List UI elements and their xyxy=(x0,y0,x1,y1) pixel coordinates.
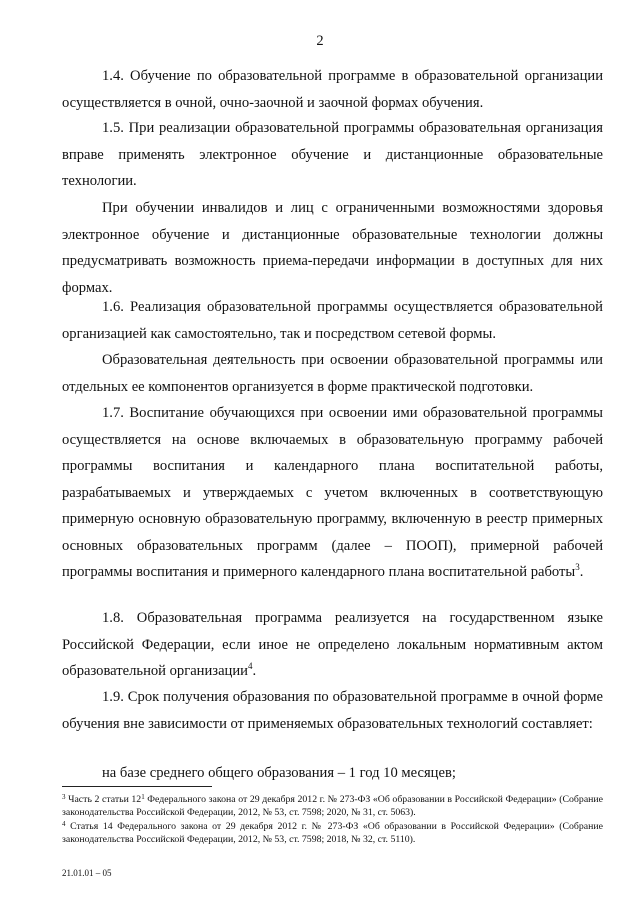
paragraph-1-6 xyxy=(62,294,603,347)
paragraph-tail: . xyxy=(252,663,257,679)
paragraph-text: Образовательная деятельность при освоении образовательной программы или отдельных ее компонентов организуется в форме практической подготовки. xyxy=(62,352,603,395)
paragraph-tail: . xyxy=(579,564,584,580)
footnote-mark: 4 xyxy=(62,820,66,828)
paragraph-text: 1.9. Срок получения образования по образовательной программе в очной форме обучения вне зависимости от применяемых образовательных технологий составляет: xyxy=(62,689,603,732)
footnote-text-cont: Федерального закона от 29 декабря 2012 г. № 273-ФЗ «Об образовании в Российской Федерации» (Собрание законодательства Российской Федерации, 2012, № 53, ст. 7598; 2020, № 31, ст. 5063). xyxy=(62,794,604,818)
footnote-text: Часть 2 статьи 12 xyxy=(68,794,142,805)
paragraph-text: 1.4. Обучение по образовательной программе в образовательной организации осуществляется в очной, очно-заочной и заочной формах обучения. xyxy=(62,68,603,111)
footnote-ref-3[interactable]: 3 xyxy=(575,562,580,572)
footnote-inner-sup: 1 xyxy=(141,793,145,801)
footnote-3 xyxy=(62,794,603,819)
document-code: 21.01.01 – 05 xyxy=(62,868,112,878)
page-number: 2 xyxy=(316,33,324,49)
paragraph-duration xyxy=(62,760,603,787)
paragraph-text: 1.7. Воспитание обучающихся при освоении ими образовательной программы осуществляется на основе включаемых в образовательную программу рабочей программы воспитания и календарного плана воспитательной работы, разрабатываемых и утверждаемых с учетом включенных в соответствующую примерную основную образовательную программу, включенную в реестр примерных основных образовательных программ (далее – ПООП), примерной рабочей программы воспитания и примерного календарного плана воспитательной работы xyxy=(62,405,603,580)
paragraph-1-5 xyxy=(62,115,603,195)
footnote-mark: 3 xyxy=(62,793,66,801)
footnote-ref-4[interactable]: 4 xyxy=(247,661,253,671)
paragraph-text: 1.6. Реализация образовательной программы осуществляется образовательной организацией как самостоятельно, так и посредством сетевой формы. xyxy=(62,299,603,342)
paragraph-disabled-learners xyxy=(62,195,603,301)
paragraph-1-7 xyxy=(62,400,603,586)
paragraph-practical-training xyxy=(62,347,603,400)
paragraph-text: 1.8. Образовательная программа реализуется на государственном языке Российской Федерации, если иное не определено локальным нормативным актом образовательной организации xyxy=(62,610,603,679)
paragraph-1-8 xyxy=(62,605,603,685)
paragraph-1-4 xyxy=(62,63,603,116)
paragraph-text: на базе среднего общего образования – 1 год 10 месяцев; xyxy=(102,765,456,781)
paragraph-text: 1.5. При реализации образовательной программы образовательная организация вправе применять электронное обучение и дистанционные образовательные технологии. xyxy=(62,120,603,189)
paragraph-text: При обучении инвалидов и лиц с ограниченными возможностями здоровья электронное обучение и дистанционные образовательные технологии должны предусматривать возможность приема-передачи информации в доступных для них формах. xyxy=(62,200,603,296)
footnote-text: Статья 14 Федерального закона от 29 декабря 2012 г. № 273-ФЗ «Об образовании в Российской Федерации» (Собрание законодательства Российской Федерации, 2012, № 53, ст. 7598; 2018, № 32, ст. 5110). xyxy=(62,821,603,845)
footnote-4 xyxy=(62,821,603,846)
paragraph-1-9 xyxy=(62,684,603,737)
footnote-separator xyxy=(62,786,212,787)
